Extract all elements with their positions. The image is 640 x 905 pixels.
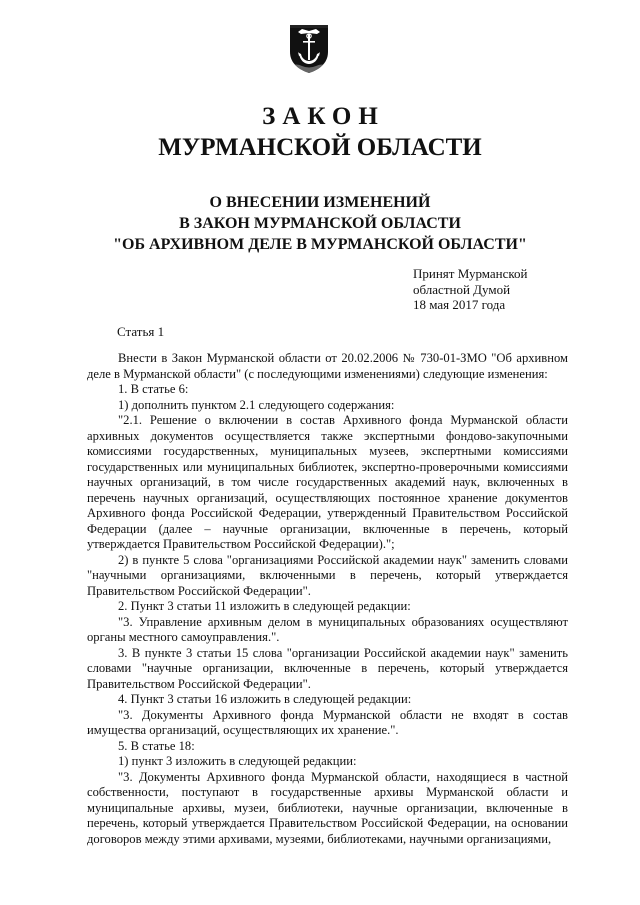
paragraph: 1) дополнить пунктом 2.1 следующего содержания:	[118, 397, 395, 412]
paragraph: 3. В пункте 3 статьи 15 слова "организации Российской академии наук" заменить словами "научные организации, включенные в перечень, который утверждается Правительством Российской Федерации".	[87, 645, 568, 691]
adoption-block	[413, 266, 613, 313]
subtitle-line: В ЗАКОН МУРМАНСКОЙ ОБЛАСТИ	[179, 215, 461, 232]
paragraph: 4. Пункт 3 статьи 16 изложить в следующей редакции:	[118, 692, 412, 706]
law-subtitle	[0, 192, 640, 255]
paragraph: "3. Документы Архивного фонда Мурманской области не входят в состав имущества организаций, осуществляющих их хранение.".	[87, 707, 568, 737]
subtitle-line: О ВНЕСЕНИИ ИЗМЕНЕНИЙ	[209, 194, 431, 211]
paragraph: "3. Документы Архивного фонда Мурманской области, находящиеся в частной собственности, поступают в государственные архивы Мурманской области и муниципальные архивы, музеи, библиотеки, научные организации, включенные в перечень, который утверждается Правительством Российской Федерации, на основании договоров между этими архивами, музеями, библиотеками, научными организациями,	[87, 769, 568, 846]
paragraph: 2) в пункте 5 слова "организациями Российской академии наук" заменить словами "научными организациями, включенными в перечень, который утверждается Правительством Российской Федерации".	[87, 552, 568, 598]
paragraph: Внести в Закон Мурманской области от 20.02.2006 № 730-01-ЗМО "Об архивном деле в Мурманской области" (с последующими изменениями) следующие изменения:	[87, 351, 568, 381]
subtitle-line: "ОБ АРХИВНОМ ДЕЛЕ В МУРМАНСКОЙ ОБЛАСТИ"	[113, 236, 527, 253]
paragraph: 1) пункт 3 изложить в следующей редакции:	[118, 754, 357, 768]
law-title: ЗАКОН	[262, 103, 385, 130]
adoption-line: Принят Мурманской	[413, 266, 528, 281]
paragraph: "2.1. Решение о включении в состав Архивного фонда Мурманской области архивных документов осуществляется также экспертными фондово-закупочными комиссиями государственных, муниципальных музеев, экспертными комиссиями государственных или муниципальных библиотек, экспертно-проверочными комиссиями научных организаций, в том числе государственных академий наук, включенных в перечень научных организаций, осуществляющих постоянное хранение документов Архивного фонда Российской Федерации, утвержденный Правительством Российской Федерации (далее – научные организации, включенные в перечень, который утверждается Правительством Российской Федерации).";	[87, 413, 568, 551]
coat-of-arms-icon	[288, 22, 330, 74]
paragraph: "3. Управление архивным делом в муниципальных образованиях осуществляют органы местного самоуправления.".	[87, 614, 568, 644]
adoption-line: областной Думой	[413, 281, 511, 297]
paragraph: 5. В статье 18:	[118, 738, 195, 753]
article-heading: Статья 1	[117, 324, 165, 339]
article-body	[87, 351, 568, 847]
adoption-date: 18 мая 2017 года	[413, 297, 506, 312]
paragraph: 2. Пункт 3 статьи 11 изложить в следующей редакции:	[118, 599, 411, 613]
region-title: МУРМАНСКОЙ ОБЛАСТИ	[158, 134, 482, 161]
paragraph: 1. В статье 6:	[118, 382, 189, 396]
